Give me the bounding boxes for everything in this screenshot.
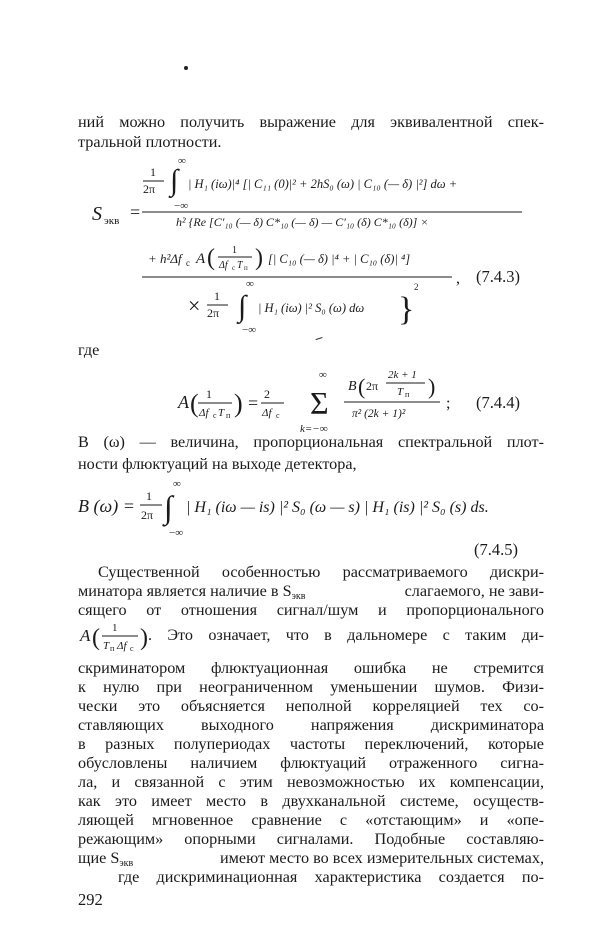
eq743-comma: ,: [456, 270, 460, 287]
eq745-number: (7.4.5): [474, 540, 518, 559]
para2-line-2-head: минатора является наличие в S: [78, 582, 292, 600]
eq744-paren-close: ): [234, 389, 243, 418]
inline-paren-close: ): [140, 625, 148, 651]
eq744-den: Δf: [199, 407, 209, 419]
eq743-two-pi-a: 2π: [143, 182, 156, 196]
para3-line-1: скриминатором флюктуационная ошибка не стремится: [78, 659, 544, 677]
para3-line-6: обусловлены наличием флюктуаций отраженного сигна-: [78, 754, 544, 772]
para3-line-10: режающим» опорными сигналами. Подобные составляю-: [78, 830, 544, 848]
eq745-body: | H₁ (iω — is) |² S₀ (ω — s) | H₁ (is) |² S₀ (s) ds.: [186, 499, 489, 516]
eq743-inner-one: 1: [232, 245, 237, 256]
eq743-one-b: 1: [214, 289, 220, 303]
eq743-inner-den-T-sub: п: [244, 264, 248, 272]
eq744-semicolon: ;: [446, 395, 451, 412]
eq745-two-pi: 2π: [141, 508, 154, 522]
eq744-two-den: Δf: [262, 407, 272, 419]
eq744-den-sub-p: п: [226, 411, 231, 420]
eq743-integral-a: ∫: [170, 164, 179, 197]
para3-line-11-tail: имеют место во всех измерительных системах,: [220, 849, 544, 867]
equation-7-4-5: [0, 470, 616, 570]
eq743-int-lower-b: −∞: [242, 324, 257, 336]
eq743-lhs: S: [92, 203, 102, 225]
para3-sub: экв: [119, 858, 134, 869]
inline-den-df: Δf: [117, 640, 127, 652]
eq744-inner-num: 2k + 1: [388, 369, 417, 381]
eq745-int-upper: ∞: [173, 478, 181, 490]
page-number: 292: [78, 890, 103, 909]
eq743-num2-a: + h²Δf: [148, 251, 182, 266]
inline-den-df-sub: c: [130, 644, 134, 653]
inline-den-T: T: [103, 640, 110, 652]
eq743-num2-sub-c: c: [186, 258, 190, 268]
eq743-times: ×: [188, 293, 201, 318]
eq745-integral: ∫: [164, 489, 173, 525]
eq744-two-pi: 2π: [366, 379, 379, 393]
eq745-int-lower: −∞: [169, 527, 184, 539]
eq743-integral-b: ∫: [238, 290, 247, 323]
para3-line-11-head: щие S: [78, 849, 120, 867]
eq743-denominator-2: | H₁ (iω) |² S₀ (ω) dω: [258, 301, 365, 315]
eq744-sum-upper: ∞: [319, 369, 327, 381]
eq744-number: (7.4.4): [476, 393, 520, 412]
b-def-line-2: ности флюктуаций на выходе детектора,: [78, 455, 357, 473]
eq744-B: B: [348, 379, 357, 394]
word-gde: где: [78, 341, 100, 359]
eq743-paren-open: (: [207, 245, 215, 271]
inline-one: 1: [112, 622, 118, 634]
eq743-denominator-1: h² {Re [C′₁₀ (— δ) C*₁₀ (— δ) — C′₁₀ (δ) C*₁₀ (δ)] ×: [176, 215, 429, 229]
eq743-brace-close: }: [398, 291, 415, 328]
eq743-number: (7.4.3): [476, 267, 520, 286]
eq744-equals: =: [248, 393, 259, 413]
eq744-sigma: Σ: [310, 385, 329, 421]
eq743-paren-close: ): [255, 245, 263, 271]
para3-line-9: ляющей мгновенное сравнение с «отстающим» и «опе-: [78, 811, 544, 829]
para3-line-4: ставляющих выходного напряжения дискриминатора: [78, 716, 544, 734]
eq743-inner-den-sub: c: [232, 264, 236, 272]
para2-sub: экв: [291, 591, 306, 602]
eq744-den-main: π² (2k + 1)²: [352, 408, 406, 420]
eq743-int-upper-a: ∞: [178, 155, 186, 167]
eq745-lhs: B (ω) =: [78, 496, 135, 516]
para3-line-8: как это имеет место в двухканальной системе, осуществ-: [78, 792, 544, 810]
eq743-inner-den: Δf: [219, 260, 228, 271]
para3-line-7: ла, и связанной с этим невозможностью их компенсации,: [78, 773, 544, 791]
equation-7-4-3: [0, 0, 616, 340]
eq743-one-a: 1: [150, 165, 156, 179]
inline-den-T-sub: п: [110, 644, 115, 653]
eq743-num2-c: [| C₁₀ (— δ) |⁴ + | C₁₀ (δ)| ⁴]: [268, 252, 411, 266]
b-def-line-1: B (ω) — величина, пропорциональная спектральной плот-: [78, 433, 544, 451]
intro-line-1: ний можно получить выражение для эквивалентной спек-: [78, 113, 544, 131]
eq744-den-sub-c: c: [213, 411, 217, 420]
eq743-inner-den-T: T: [237, 260, 243, 271]
eq744-inner-paren-open: (: [358, 374, 366, 399]
eq744-two: 2: [264, 387, 270, 401]
eq743-brace-exp: 2: [414, 282, 419, 292]
para2-line-3: сящего от отношения сигнал/шум и пропорционального: [78, 601, 544, 619]
eq743-two-pi-b: 2π: [207, 306, 220, 320]
para3-line-3: чески это объясняется неполной корреляцией тех со-: [78, 697, 544, 715]
inline-A: A: [80, 626, 91, 645]
inline-paren-open: (: [92, 625, 100, 651]
eq743-int-upper-b: ∞: [246, 278, 254, 290]
eq744-two-den-sub: c: [276, 411, 280, 420]
eq743-lhs-sub: экв: [104, 215, 120, 227]
eq743-num2-A: A: [196, 251, 206, 267]
eq744-paren-open: (: [190, 389, 199, 418]
eq744-A: A: [178, 392, 189, 412]
eq744-one: 1: [206, 387, 212, 401]
para3-line-12: где дискриминационная характеристика создается по-: [118, 868, 544, 886]
para2-line-4: . Это означает, что в дальномере с таким ди-: [148, 626, 544, 644]
eq744-inner-den: T: [397, 386, 404, 398]
eq743-equals: =: [130, 202, 141, 222]
eq744-inner-paren-close: ): [428, 374, 436, 399]
para3-line-5: в разных полупериодах частоты переключений, которые: [78, 735, 544, 753]
eq745-one: 1: [146, 489, 152, 503]
eq744-den-T: T: [218, 407, 225, 419]
eq743-int-lower-a: −∞: [174, 200, 189, 212]
intro-line-2: тральной плотности.: [78, 133, 222, 151]
para2-line-2-tail: слагаемого, не зави-: [404, 582, 544, 600]
para2-line-1: Существенной особенностью рассматриваемого дискри-: [98, 563, 544, 581]
para3-line-2: к нулю при неограниченном уменьшении шумов. Физи-: [78, 678, 544, 696]
eq743-numerator-1: | H₁ (iω)|⁴ [| C₁₁ (0)|² + 2hS₀ (ω) | C₁₀ (— δ) |²] dω +: [188, 177, 458, 191]
eq744-sum-lower: k=−∞: [300, 423, 328, 435]
eq744-inner-den-sub: п: [405, 390, 410, 399]
